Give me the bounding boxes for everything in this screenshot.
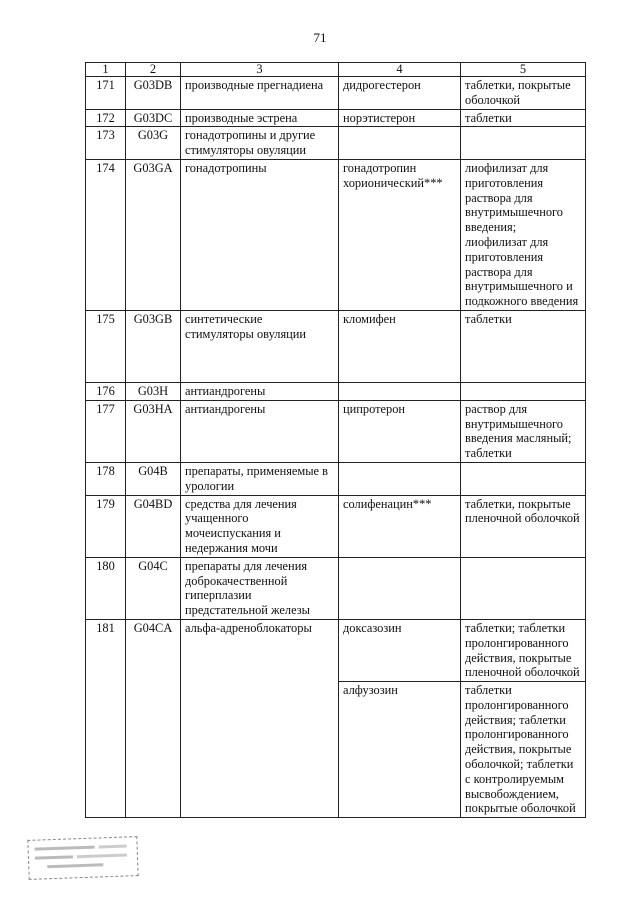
row-number: 181 bbox=[86, 619, 126, 817]
row-number: 179 bbox=[86, 495, 126, 557]
atc-code: G03GA bbox=[126, 159, 181, 310]
registration-stamp bbox=[27, 836, 138, 880]
drug-name bbox=[339, 557, 461, 619]
drug-name: ципротерон bbox=[339, 400, 461, 462]
atc-group: синтетические стимуляторы овуляции bbox=[181, 310, 339, 382]
atc-group: средства для лечения учащенного мочеиспускания и недержания мочи bbox=[181, 495, 339, 557]
table-row bbox=[86, 495, 586, 557]
drug-name: солифенацин*** bbox=[339, 495, 461, 557]
drug-name: кломифен bbox=[339, 310, 461, 382]
dosage-form: раствор для внутримышечного введения масляный; таблетки bbox=[461, 400, 586, 462]
dosage-form: таблетки bbox=[461, 109, 586, 127]
atc-code: G03DC bbox=[126, 109, 181, 127]
row-number: 176 bbox=[86, 382, 126, 400]
atc-group: производные эстрена bbox=[181, 109, 339, 127]
table-row bbox=[86, 400, 586, 462]
atc-code: G03GB bbox=[126, 310, 181, 382]
row-number: 177 bbox=[86, 400, 126, 462]
row-number: 175 bbox=[86, 310, 126, 382]
dosage-form bbox=[461, 382, 586, 400]
header-row bbox=[86, 63, 586, 77]
dosage-form: таблетки, покрытые пленочной оболочкой bbox=[461, 495, 586, 557]
atc-code: G03G bbox=[126, 127, 181, 160]
atc-group: производные прегнадиена bbox=[181, 77, 339, 110]
atc-code: G03H bbox=[126, 382, 181, 400]
drug-name bbox=[339, 382, 461, 400]
atc-group: гонадотропины bbox=[181, 159, 339, 310]
dosage-form: таблетки, покрытые оболочкой bbox=[461, 77, 586, 110]
column-header: 2 bbox=[126, 63, 181, 77]
row-number: 174 bbox=[86, 159, 126, 310]
dosage-form: таблетки bbox=[461, 310, 586, 382]
drug-table bbox=[85, 62, 586, 818]
table-row bbox=[86, 310, 586, 382]
atc-code: G04CA bbox=[126, 619, 181, 817]
drug-name: гонадотропин хорионический*** bbox=[339, 159, 461, 310]
drug-name: алфузозин bbox=[339, 682, 461, 818]
atc-code: G04C bbox=[126, 557, 181, 619]
row-number: 171 bbox=[86, 77, 126, 110]
page-number: 71 bbox=[313, 30, 327, 45]
atc-code: G03DB bbox=[126, 77, 181, 110]
table-row bbox=[86, 127, 586, 160]
row-number: 172 bbox=[86, 109, 126, 127]
drug-name bbox=[339, 462, 461, 495]
atc-code: G04BD bbox=[126, 495, 181, 557]
stamp-texture bbox=[32, 840, 133, 875]
dosage-form: таблетки; таблетки пролонгированного действия, покрытые пленочной оболочкой bbox=[461, 619, 586, 681]
column-header: 3 bbox=[181, 63, 339, 77]
dosage-form bbox=[461, 127, 586, 160]
column-header: 1 bbox=[86, 63, 126, 77]
row-number: 178 bbox=[86, 462, 126, 495]
column-header: 4 bbox=[339, 63, 461, 77]
atc-group: антиандрогены bbox=[181, 400, 339, 462]
drug-name: доксазозин bbox=[339, 619, 461, 681]
dosage-form bbox=[461, 462, 586, 495]
table-row bbox=[86, 462, 586, 495]
drug-name bbox=[339, 127, 461, 160]
atc-group: препараты для лечения доброкачественной гиперплазии предстательной железы bbox=[181, 557, 339, 619]
table-row bbox=[86, 77, 586, 110]
atc-group: препараты, применяемые в урологии bbox=[181, 462, 339, 495]
dosage-form bbox=[461, 557, 586, 619]
column-header: 5 bbox=[461, 63, 586, 77]
table-row bbox=[86, 159, 586, 310]
atc-group: альфа-адреноблокаторы bbox=[181, 619, 339, 817]
drug-name: дидрогестерон bbox=[339, 77, 461, 110]
atc-group: гонадотропины и другие стимуляторы овуляции bbox=[181, 127, 339, 160]
atc-code: G04B bbox=[126, 462, 181, 495]
dosage-form: таблетки пролонгированного действия; таблетки пролонгированного действия, покрытые оболочкой; таблетки с контролируемым высвобождением, покрытые оболочкой bbox=[461, 682, 586, 818]
atc-code: G03HA bbox=[126, 400, 181, 462]
row-number: 173 bbox=[86, 127, 126, 160]
atc-group: антиандрогены bbox=[181, 382, 339, 400]
dosage-form: лиофилизат для приготовления раствора для внутримышечного введения; лиофилизат для приготовления раствора для внутримышечного и подкожного введения bbox=[461, 159, 586, 310]
table-row bbox=[86, 382, 586, 400]
row-number: 180 bbox=[86, 557, 126, 619]
table-row bbox=[86, 557, 586, 619]
drug-name: норэтистерон bbox=[339, 109, 461, 127]
table-row bbox=[86, 109, 586, 127]
table-row bbox=[86, 619, 586, 681]
